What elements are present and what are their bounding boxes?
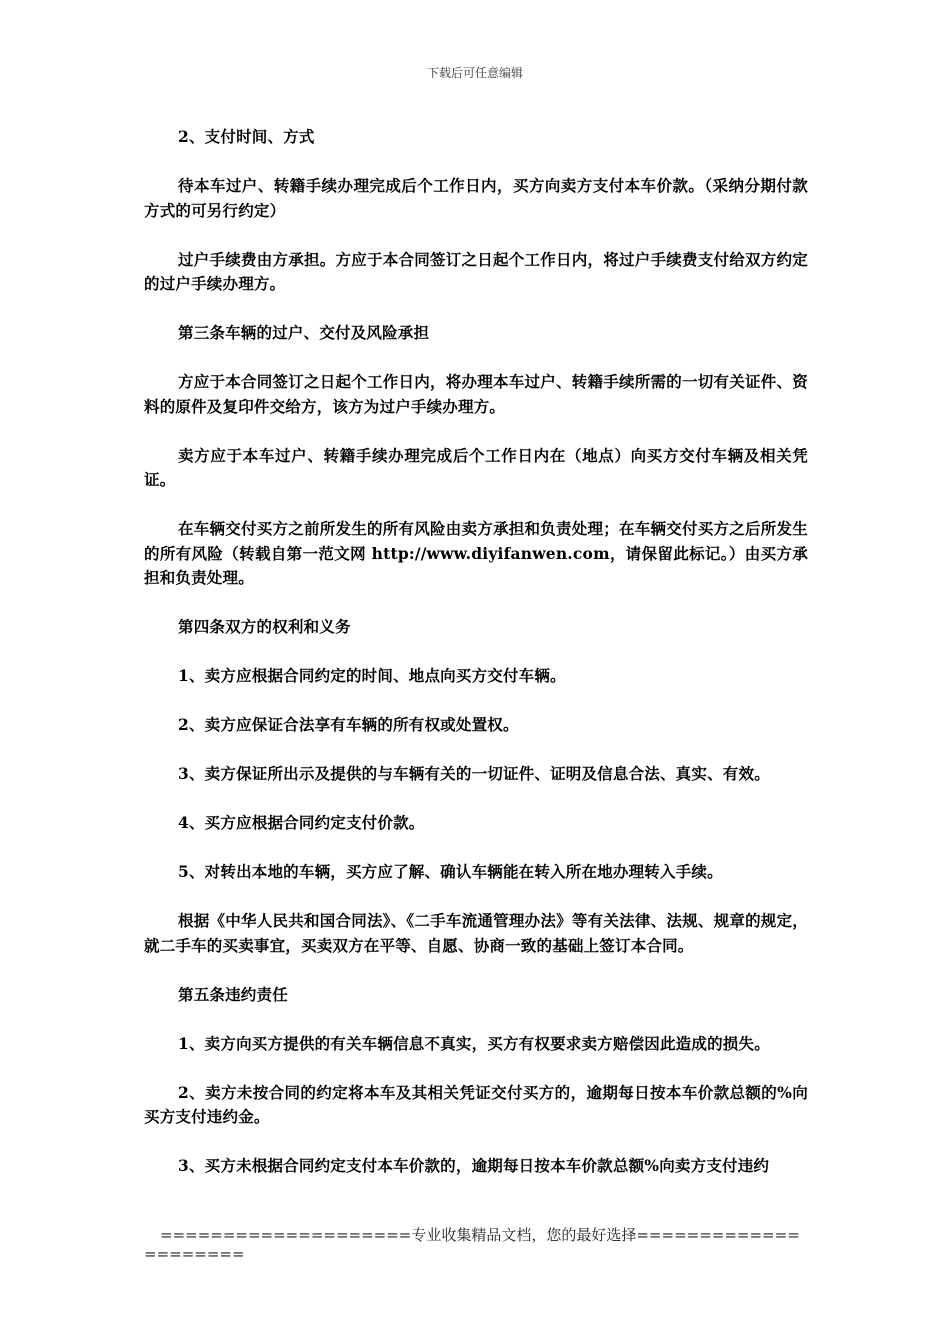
page-header: 下载后可任意编辑 <box>426 66 523 80</box>
paragraph: 方应于本合同签订之日起个工作日内，将办理本车过户、转籍手续所需的一切有关证件、资料的原件及复印件交给方，该方为过户手续办理方。 <box>144 372 808 416</box>
section-heading: 第三条车辆的过户、交付及风险承担 <box>178 323 430 342</box>
paragraph: 根据《中华人民共和国合同法》、《二手车流通管理办法》等有关法律、法规、规章的规定，就二手车的买卖事宜，买卖双方在平等、自愿、协商一致的基础上签订本合同。 <box>144 911 808 955</box>
paragraph: 卖方应于本车过户、转籍手续办理完成后个工作日内在（地点）向买方交付车辆及相关凭证。 <box>144 445 808 489</box>
paragraph: 5、对转出本地的车辆，买方应了解、确认车辆能在转入所在地办理转入手续。 <box>178 862 723 881</box>
paragraph: 4、买方应根据合同约定支付价款。 <box>178 813 425 832</box>
section-heading: 第五条违约责任 <box>178 984 288 1004</box>
paragraph: 过户手续费由方承担。方应于本合同签订之日起个工作日内，将过户手续费支付给双方约定的过户手续办理方。 <box>144 249 808 293</box>
paragraph: 3、买方未根据合同约定支付本车价款的，逾期每日按本车价款总额%向卖方支付违约 <box>178 1156 770 1175</box>
paragraph: 2、卖方应保证合法享有车辆的所有权或处置权。 <box>178 715 519 734</box>
paragraph: 2、支付时间、方式 <box>178 127 315 146</box>
paragraph: 1、卖方向买方提供的有关车辆信息不真实，买方有权要求卖方赔偿因此造成的损失。 <box>178 1033 770 1053</box>
paragraph: 3、卖方保证所出示及提供的与车辆有关的一切证件、证明及信息合法、真实、有效。 <box>178 764 770 783</box>
paragraph: 在车辆交付买方之前所发生的所有风险由卖方承担和负责处理；在车辆交付买方之后所发生的所有风险（转载自第一范文网 http://www.diyifanwen.com，请保留此标记。）由买方承担和负责处理。 <box>144 519 808 587</box>
document-body <box>144 125 808 1203</box>
paragraph: 2、卖方未按合同的约定将本车及其相关凭证交付买方的，逾期每日按本车价款总额的%向买方支付违约金。 <box>144 1082 808 1126</box>
paragraph: 待本车过户、转籍手续办理完成后个工作日内，买方向卖方支付本车价款。（采纳分期付款方式的可另行约定） <box>144 176 808 220</box>
page-footer: ====================专业收集精品文档，您的最好选择===================== <box>144 1226 800 1263</box>
section-heading: 第四条双方的权利和义务 <box>178 617 351 636</box>
paragraph: 1、卖方应根据合同约定的时间、地点向买方交付车辆。 <box>178 666 566 685</box>
